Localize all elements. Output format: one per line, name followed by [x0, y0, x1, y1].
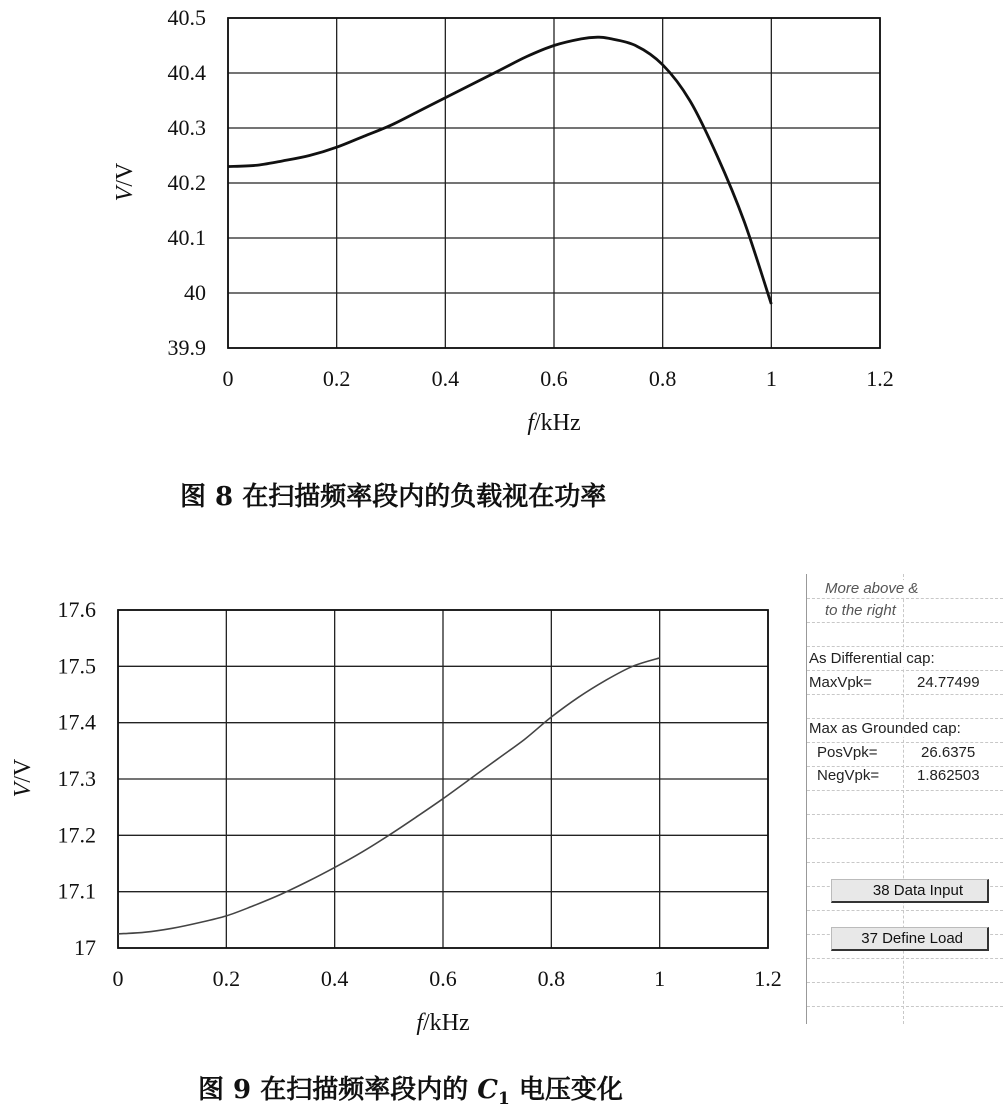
note-line-1: More above & — [825, 580, 919, 597]
x-tick-label: 1.2 — [866, 366, 894, 391]
x-tick-label: 1.2 — [754, 966, 782, 991]
grid-line — [807, 862, 1003, 863]
chart-1-apparent-power — [112, 5, 894, 436]
grid-line — [807, 742, 1003, 743]
side-panel — [806, 574, 1003, 1024]
grid-line — [807, 646, 1003, 647]
chart-2-caption: 图 9 在扫描频率段内的 $C_1$ 电压变化 — [198, 1075, 623, 1109]
grid-line — [807, 622, 1003, 623]
x-tick-label: 0.2 — [212, 966, 241, 991]
y-tick-label: 17 — [74, 935, 96, 960]
y-axis-label: V/V — [112, 162, 138, 202]
x-tick-label: 1 — [654, 966, 666, 991]
grid-line — [807, 790, 1003, 791]
grid-line — [807, 598, 1003, 599]
chart-1-caption: 图 8 在扫描频率段内的负载视在功率 — [180, 482, 607, 512]
grid-line — [807, 982, 1003, 983]
y-tick-label: 17.2 — [57, 822, 96, 848]
x-tick-label: 0.6 — [429, 966, 457, 991]
series-line — [228, 37, 771, 304]
x-tick-label: 0 — [112, 966, 124, 991]
chart-2-c1-voltage — [10, 597, 782, 1036]
x-tick-label: 0.4 — [320, 966, 349, 991]
grounded-heading: Max as Grounded cap: — [809, 720, 961, 737]
grid-line — [807, 838, 1003, 839]
negvpk-value: 1.862503 — [917, 767, 980, 784]
define-load-button[interactable]: 37 Define Load — [831, 927, 989, 951]
grid-line — [807, 670, 1003, 671]
grid-line — [807, 1006, 1003, 1007]
y-tick-label: 40.4 — [167, 60, 206, 85]
grid-line — [807, 694, 1003, 695]
differential-heading: As Differential cap: — [809, 650, 935, 667]
x-tick-label: 0.8 — [648, 366, 677, 391]
maxvpk-value: 24.77499 — [917, 674, 980, 691]
grid-line — [807, 814, 1003, 815]
note-line-2: to the right — [825, 602, 896, 619]
y-tick-label: 40.2 — [167, 170, 206, 195]
y-tick-label: 39.9 — [167, 335, 206, 360]
posvpk-label: PosVpk= — [817, 744, 878, 761]
negvpk-label: NegVpk= — [817, 767, 880, 784]
y-tick-label: 17.1 — [57, 878, 96, 904]
data-input-button[interactable]: 38 Data Input — [831, 879, 989, 903]
grid-line — [807, 718, 1003, 719]
x-tick-label: 1 — [765, 366, 777, 391]
x-tick-label: 0.4 — [431, 366, 460, 391]
y-axis-label: V/V — [10, 758, 36, 798]
x-tick-label: 0.2 — [322, 366, 351, 391]
grid-line — [807, 958, 1003, 959]
y-tick-label: 40.1 — [167, 225, 206, 250]
y-tick-label: 40.3 — [167, 115, 206, 140]
y-tick-label: 17.3 — [57, 766, 96, 791]
x-tick-label: 0 — [222, 366, 234, 391]
grid-line — [903, 574, 904, 1024]
y-tick-label: 40 — [184, 280, 206, 305]
y-tick-label: 40.5 — [167, 5, 206, 30]
x-tick-label: 0.8 — [537, 966, 566, 991]
posvpk-value: 26.6375 — [921, 744, 976, 761]
x-axis-label: f/kHz — [416, 1010, 470, 1036]
grid-line — [807, 910, 1003, 911]
y-tick-label: 17.5 — [57, 653, 96, 679]
x-axis-label: f/kHz — [527, 410, 581, 436]
maxvpk-label: MaxVpk= — [809, 674, 872, 691]
y-tick-label: 17.4 — [57, 709, 96, 735]
y-tick-label: 17.6 — [57, 597, 96, 622]
x-tick-label: 0.6 — [540, 366, 568, 391]
series-line — [118, 658, 660, 934]
